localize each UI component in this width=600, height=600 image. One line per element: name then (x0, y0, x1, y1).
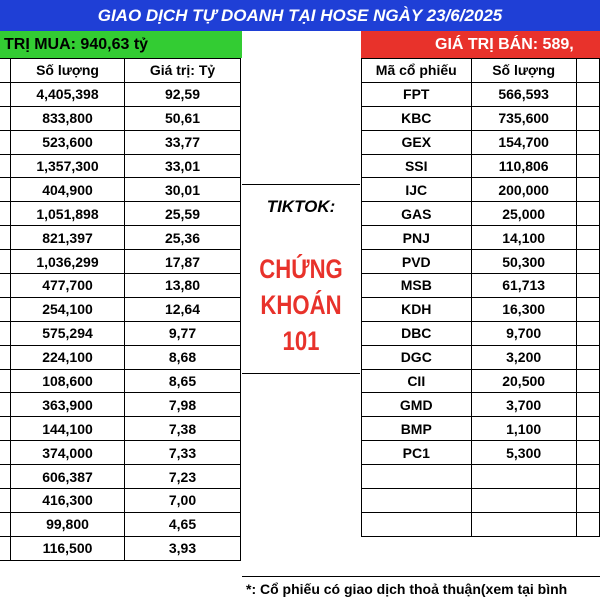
sell-total-header: GIÁ TRỊ BÁN: 589, (361, 31, 600, 58)
table-row (362, 250, 600, 274)
buy-value-cell: 8,68 (125, 345, 241, 369)
footnote: *: Cổ phiếu có giao dịch thoả thuận(xem tại bình (242, 576, 600, 600)
sell-ticker-cell (362, 512, 472, 536)
buy-volume-cell: 416,300 (11, 489, 125, 513)
table-row (0, 536, 241, 560)
sell-volume-cell: 14,100 (471, 226, 576, 250)
sell-ticker-cell: FPT (362, 82, 472, 106)
table-row (0, 489, 241, 513)
sell-volume-cell: 1,100 (471, 417, 576, 441)
sell-ticker-cell: DGC (362, 345, 472, 369)
buy-volume-cell: 99,800 (11, 512, 125, 536)
buy-total-header: TRỊ MUA: 940,63 tỷ (0, 31, 242, 58)
sell-column-header: Mã cổ phiếu (362, 59, 472, 83)
table-row (362, 130, 600, 154)
buy-value-cell: 33,77 (125, 130, 241, 154)
sell-volume-cell: 5,300 (471, 441, 576, 465)
brand-line-2: KHOÁN (260, 290, 342, 320)
buy-ticker-cell (0, 536, 11, 560)
table-row (362, 178, 600, 202)
table-row (0, 106, 241, 130)
buy-volume-cell: 1,357,300 (11, 154, 125, 178)
buy-volume-cell: 363,900 (11, 393, 125, 417)
buy-ticker-cell (0, 393, 11, 417)
buy-column-header: Giá trị: Tỷ (125, 59, 241, 83)
sell-ticker-cell: GAS (362, 202, 472, 226)
table-row (0, 154, 241, 178)
table-row (362, 417, 600, 441)
table-row (0, 226, 241, 250)
table-row (0, 82, 241, 106)
buy-ticker-cell (0, 106, 11, 130)
buy-volume-cell: 144,100 (11, 417, 125, 441)
buy-volume-cell: 575,294 (11, 321, 125, 345)
sell-volume-cell: 200,000 (471, 178, 576, 202)
buy-value-cell: 25,36 (125, 226, 241, 250)
table-row (0, 274, 241, 298)
sell-ticker-cell: CII (362, 369, 472, 393)
sell-value-cell (576, 465, 599, 489)
sell-ticker-cell (362, 489, 472, 513)
sell-ticker-cell: BMP (362, 417, 472, 441)
sell-value-cell (576, 393, 599, 417)
buy-ticker-cell (0, 226, 11, 250)
sell-value-cell (576, 226, 599, 250)
page-title: GIAO DỊCH TỰ DOANH TẠI HOSE NGÀY 23/6/2025 (0, 0, 600, 31)
buy-ticker-cell (0, 297, 11, 321)
buy-volume-cell: 116,500 (11, 536, 125, 560)
table-row (362, 345, 600, 369)
table-row (0, 512, 241, 536)
buy-value-cell: 4,65 (125, 512, 241, 536)
sell-volume-cell: 20,500 (471, 369, 576, 393)
sell-volume-cell (471, 465, 576, 489)
buy-ticker-cell (0, 130, 11, 154)
sell-volume-cell: 25,000 (471, 202, 576, 226)
table-row (362, 274, 600, 298)
sell-value-cell (576, 297, 599, 321)
buy-value-cell: 17,87 (125, 250, 241, 274)
table-row (0, 321, 241, 345)
sell-ticker-cell: GMD (362, 393, 472, 417)
buy-value-cell: 25,59 (125, 202, 241, 226)
sell-volume-cell: 3,700 (471, 393, 576, 417)
buy-value-cell: 30,01 (125, 178, 241, 202)
buy-volume-cell: 821,397 (11, 226, 125, 250)
brand-name (242, 251, 360, 359)
sell-ticker-cell: IJC (362, 178, 472, 202)
buy-ticker-cell (0, 321, 11, 345)
buy-value-cell: 9,77 (125, 321, 241, 345)
sell-table (361, 58, 600, 537)
sell-volume-cell: 16,300 (471, 297, 576, 321)
sell-volume-cell: 61,713 (471, 274, 576, 298)
buy-volume-cell: 254,100 (11, 297, 125, 321)
sell-value-cell (576, 417, 599, 441)
table-row (0, 393, 241, 417)
buy-volume-cell: 523,600 (11, 130, 125, 154)
buy-value-cell: 7,23 (125, 465, 241, 489)
buy-ticker-cell (0, 178, 11, 202)
buy-ticker-cell (0, 512, 11, 536)
sell-ticker-cell: KDH (362, 297, 472, 321)
buy-ticker-cell (0, 154, 11, 178)
buy-value-cell: 12,64 (125, 297, 241, 321)
sell-column-header: Số lượng (471, 59, 576, 83)
sell-volume-cell: 50,300 (471, 250, 576, 274)
sell-ticker-cell: DBC (362, 321, 472, 345)
sell-ticker-cell: MSB (362, 274, 472, 298)
table-row (0, 297, 241, 321)
brand-line-3: 101 (282, 326, 320, 356)
table-row (362, 369, 600, 393)
sell-value-cell (576, 106, 599, 130)
sell-ticker-cell: SSI (362, 154, 472, 178)
sell-value-cell (576, 441, 599, 465)
table-row (362, 297, 600, 321)
sell-value-cell (576, 274, 599, 298)
sell-ticker-cell: KBC (362, 106, 472, 130)
sell-header-row (362, 59, 600, 83)
buy-ticker-cell (0, 369, 11, 393)
buy-ticker-cell (0, 274, 11, 298)
table-row (0, 130, 241, 154)
buy-value-cell: 92,59 (125, 82, 241, 106)
table-row (0, 465, 241, 489)
table-row (0, 202, 241, 226)
table-row (362, 321, 600, 345)
buy-volume-cell: 477,700 (11, 274, 125, 298)
sell-volume-cell: 735,600 (471, 106, 576, 130)
sell-value-cell (576, 489, 599, 513)
table-row (0, 178, 241, 202)
buy-volume-cell: 404,900 (11, 178, 125, 202)
table-row (0, 417, 241, 441)
sell-ticker-cell: PC1 (362, 441, 472, 465)
buy-volume-cell: 833,800 (11, 106, 125, 130)
buy-value-cell: 33,01 (125, 154, 241, 178)
sell-column-header (576, 59, 599, 83)
table-row (362, 82, 600, 106)
sell-volume-cell: 110,806 (471, 154, 576, 178)
brand-line-1: CHỨNG (259, 254, 343, 284)
table-row (362, 226, 600, 250)
sell-value-cell (576, 154, 599, 178)
buy-volume-cell: 224,100 (11, 345, 125, 369)
buy-ticker-cell (0, 82, 11, 106)
sell-volume-cell: 3,200 (471, 345, 576, 369)
buy-value-cell: 7,98 (125, 393, 241, 417)
sell-value-cell (576, 178, 599, 202)
table-row (362, 154, 600, 178)
promo-box (242, 184, 360, 374)
buy-value-cell: 3,93 (125, 536, 241, 560)
table-row (0, 345, 241, 369)
sell-volume-cell: 154,700 (471, 130, 576, 154)
buy-ticker-cell (0, 465, 11, 489)
sell-value-cell (576, 82, 599, 106)
buy-value-cell: 8,65 (125, 369, 241, 393)
buy-value-cell: 7,38 (125, 417, 241, 441)
buy-volume-cell: 1,051,898 (11, 202, 125, 226)
buy-column-header: Số lượng (11, 59, 125, 83)
table-row (0, 369, 241, 393)
table-row (362, 512, 600, 536)
buy-ticker-cell (0, 345, 11, 369)
sell-ticker-cell: PVD (362, 250, 472, 274)
buy-volume-cell: 374,000 (11, 441, 125, 465)
sell-value-cell (576, 130, 599, 154)
buy-volume-cell: 1,036,299 (11, 250, 125, 274)
buy-ticker-cell (0, 489, 11, 513)
buy-ticker-cell (0, 250, 11, 274)
buy-value-cell: 13,80 (125, 274, 241, 298)
buy-ticker-cell (0, 441, 11, 465)
buy-header-row (0, 59, 241, 83)
tiktok-label: TIKTOK: (266, 197, 336, 216)
buy-value-cell: 7,00 (125, 489, 241, 513)
sell-value-cell (576, 250, 599, 274)
sell-ticker-cell: PNJ (362, 226, 472, 250)
sell-value-cell (576, 369, 599, 393)
table-row (0, 441, 241, 465)
table-row (362, 106, 600, 130)
buy-column-header (0, 59, 11, 83)
buy-ticker-cell (0, 417, 11, 441)
table-row (362, 393, 600, 417)
table-row (362, 441, 600, 465)
sell-ticker-cell: GEX (362, 130, 472, 154)
buy-volume-cell: 108,600 (11, 369, 125, 393)
sell-volume-cell (471, 512, 576, 536)
table-row (362, 465, 600, 489)
sell-volume-cell: 566,593 (471, 82, 576, 106)
buy-value-cell: 50,61 (125, 106, 241, 130)
buy-volume-cell: 606,387 (11, 465, 125, 489)
table-row (362, 489, 600, 513)
buy-table (0, 58, 241, 561)
sell-value-cell (576, 512, 599, 536)
sell-value-cell (576, 202, 599, 226)
buy-volume-cell: 4,405,398 (11, 82, 125, 106)
sell-volume-cell (471, 489, 576, 513)
sell-value-cell (576, 345, 599, 369)
buy-value-cell: 7,33 (125, 441, 241, 465)
table-row (0, 250, 241, 274)
buy-ticker-cell (0, 202, 11, 226)
sell-value-cell (576, 321, 599, 345)
table-row (362, 202, 600, 226)
sell-volume-cell: 9,700 (471, 321, 576, 345)
sell-ticker-cell (362, 465, 472, 489)
